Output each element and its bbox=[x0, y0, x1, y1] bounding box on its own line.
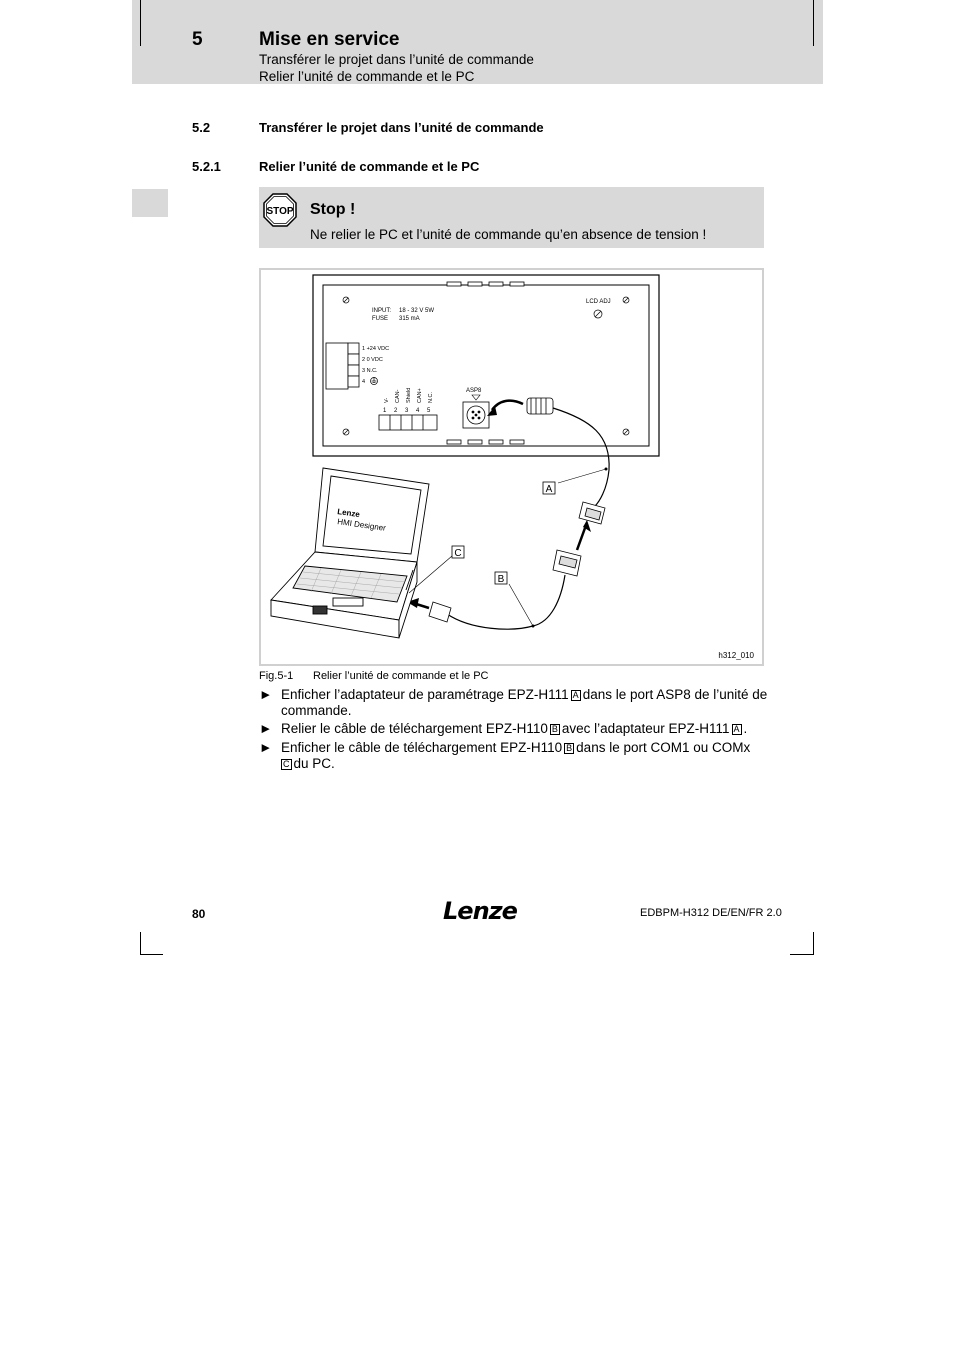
figure-id: h312_010 bbox=[718, 651, 754, 660]
stop-icon-text: STOP bbox=[266, 206, 294, 217]
terminal-3: 3 N.C. bbox=[362, 368, 378, 374]
lcd-adj-label: LCD ADJ bbox=[586, 299, 611, 305]
arrow-subd bbox=[577, 528, 585, 550]
stop-text: Ne relier le PC et l’unité de commande qu’en absence de tension ! bbox=[310, 227, 707, 242]
bullet-marker: ► bbox=[259, 740, 273, 755]
crop-mark bbox=[140, 954, 163, 955]
crop-mark bbox=[790, 954, 814, 955]
connection-diagram bbox=[261, 270, 762, 664]
power-terminal bbox=[326, 343, 359, 389]
svg-text:1: 1 bbox=[383, 408, 387, 414]
can-terminal bbox=[379, 415, 437, 430]
crop-mark bbox=[813, 932, 814, 954]
key-c: C bbox=[283, 759, 290, 769]
stop-title: Stop ! bbox=[310, 201, 356, 218]
section-number: 5.2 bbox=[192, 120, 211, 135]
side-tab bbox=[132, 189, 168, 217]
figure-caption-number: Fig.5-1 bbox=[259, 670, 294, 682]
terminal-2: 2 0 VDC bbox=[362, 357, 383, 363]
asp8-label: ASP8 bbox=[466, 388, 482, 394]
subd-pc-connector bbox=[429, 602, 451, 622]
svg-text:V-: V- bbox=[384, 397, 390, 403]
bullet-marker: ► bbox=[259, 721, 273, 736]
stop-icon bbox=[263, 193, 297, 227]
instruction-1: Enficher l’adaptateur de paramétrage EPZ-H111 A dans le port ASP8 de l’unité de commande. bbox=[281, 687, 768, 718]
adapter-a bbox=[527, 398, 553, 414]
fuse-value: 315 mA bbox=[399, 316, 420, 322]
chapter-number: 5 bbox=[192, 29, 203, 50]
terminal-1: 1 +24 VDC bbox=[362, 346, 390, 352]
input-value: 18 - 32 V 5W bbox=[399, 308, 435, 314]
laptop-brand: Lenze bbox=[336, 507, 361, 520]
subsection-number: 5.2.1 bbox=[192, 159, 221, 174]
instruction-3: Enficher le câble de téléchargement EPZ-H110 B dans le port COM1 ou COMx C du PC. bbox=[281, 740, 751, 771]
bullet-marker: ► bbox=[259, 687, 273, 702]
fuse-label: FUSE bbox=[372, 316, 389, 322]
header-subtitle-1: Transférer le projet dans l’unité de commande bbox=[259, 52, 534, 67]
svg-text:4: 4 bbox=[416, 408, 420, 414]
figure-frame bbox=[259, 268, 764, 666]
svg-text:3: 3 bbox=[405, 408, 409, 414]
asp8-port bbox=[463, 402, 489, 428]
svg-text:N.C.: N.C. bbox=[428, 392, 434, 403]
crop-mark bbox=[813, 0, 814, 46]
laptop-product: HMI Designer bbox=[336, 517, 387, 533]
svg-text:CAN-: CAN- bbox=[395, 389, 401, 403]
svg-text:2: 2 bbox=[394, 408, 398, 414]
svg-text:CAN+: CAN+ bbox=[417, 388, 423, 403]
label-b: B bbox=[497, 574, 505, 585]
svg-text:5: 5 bbox=[427, 408, 431, 414]
label-c: C bbox=[454, 548, 462, 559]
lenze-logo: Lenze bbox=[443, 897, 517, 925]
crop-mark bbox=[140, 932, 141, 954]
subsection-title: Relier l’unité de commande et le PC bbox=[259, 159, 480, 174]
key-a: A bbox=[733, 724, 740, 734]
document-reference: EDBPM-H312 DE/EN/FR 2.0 bbox=[640, 907, 782, 919]
figure-caption-text: Relier l’unité de commande et le PC bbox=[313, 670, 489, 682]
section-title: Transférer le projet dans l’unité de commande bbox=[259, 120, 544, 135]
subd-female bbox=[579, 502, 605, 524]
terminal-4: 4 bbox=[362, 379, 366, 385]
key-a: A bbox=[572, 690, 579, 700]
header-subtitle-2: Relier l’unité de commande et le PC bbox=[259, 69, 475, 84]
instruction-2: Relier le câble de téléchargement EPZ-H110 B avec l’adaptateur EPZ-H111 A . bbox=[281, 721, 748, 736]
key-b: B bbox=[551, 724, 558, 734]
laptop bbox=[271, 468, 429, 638]
input-label: INPUT: bbox=[372, 308, 392, 314]
svg-text:Shield: Shield bbox=[406, 387, 412, 403]
crop-mark bbox=[140, 0, 141, 46]
header-band bbox=[132, 0, 823, 84]
key-b: B bbox=[566, 743, 573, 753]
subd-male bbox=[553, 550, 581, 576]
label-a: A bbox=[545, 484, 553, 495]
page-number: 80 bbox=[192, 907, 206, 921]
chapter-title: Mise en service bbox=[259, 29, 400, 50]
